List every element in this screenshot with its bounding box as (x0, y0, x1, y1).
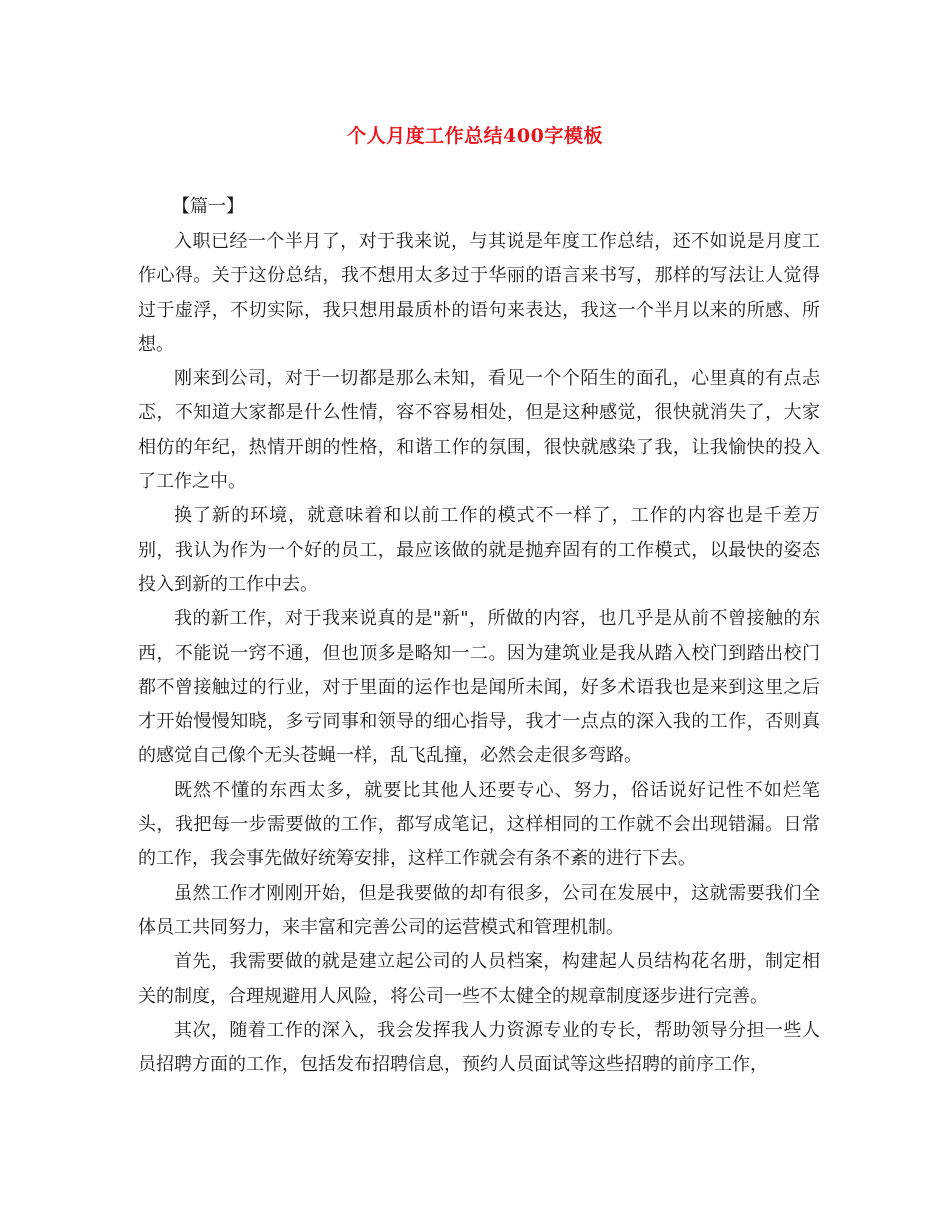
paragraph: 虽然工作才刚刚开始，但是我要做的却有很多，公司在发展中，这就需要我们全体员工共同努力，来丰富和完善公司的运营模式和管理机制。 (138, 882, 820, 938)
paragraph: 入职已经一个半月了，对于我来说，与其说是年度工作总结，还不如说是月度工作心得。关于这份总结，我不想用太多过于华丽的语言来书写，那样的写法让人觉得过于虚浮，不切实际，我只想用最质朴的语句来表达，我这一个半月以来的所感、所想。 (138, 231, 820, 355)
paragraph: 既然不懂的东西太多，就要比其他人还要专心、努力，俗话说好记性不如烂笔头，我把每一步需要做的工作，都写成笔记，这样相同的工作就不会出现错漏。日常的工作，我会事先做好统筹安排，这样工作就会有条不紊的进行下去。 (138, 779, 820, 870)
paragraph: 首先，我需要做的就是建立起公司的人员档案，构建起人员结构花名册，制定相关的制度，合理规避用人风险，将公司一些不太健全的规章制度逐步进行完善。 (138, 951, 820, 1007)
paragraph: 刚来到公司，对于一切都是那么未知，看见一个个陌生的面孔，心里真的有点忐忑，不知道大家都是什么性情，容不容易相处，但是这种感觉，很快就消失了，大家相仿的年纪，热情开朗的性格，和谐工作的氛围，很快就感染了我，让我愉快的投入了工作之中。 (138, 368, 820, 493)
paragraph: 换了新的环境，就意味着和以前工作的模式不一样了，工作的内容也是千差万别，我认为作为一个好的员工，最应该做的就是抛弃固有的工作模式，以最快的姿态投入到新的工作中去。 (138, 505, 820, 595)
document-title: 个人月度工作总结400字模板 (347, 125, 603, 147)
paragraph: 我的新工作，对于我来说真的是"新"，所做的内容，也几乎是从前不曾接触的东西，不能说一窍不通，但也顶多是略知一二。因为建筑业是我从踏入校门到踏出校门都不曾接触过的行业，对于里面的运作也是闻所未闻，好多术语我也是来到这里之后才开始慢慢知晓，多亏同事和领导的细心指导，我才一点点的深入我的工作，否则真的感觉自己像个无头苍蝇一样，乱飞乱撞，必然会走很多弯路。 (138, 608, 820, 767)
section-label: 【篇一】 (172, 196, 244, 217)
document-body (138, 225, 820, 1082)
paragraph: 其次，随着工作的深入，我会发挥我人力资源专业的专长，帮助领导分担一些人员招聘方面的工作，包括发布招聘信息，预约人员面试等这些招聘的前序工作， (138, 1019, 820, 1076)
